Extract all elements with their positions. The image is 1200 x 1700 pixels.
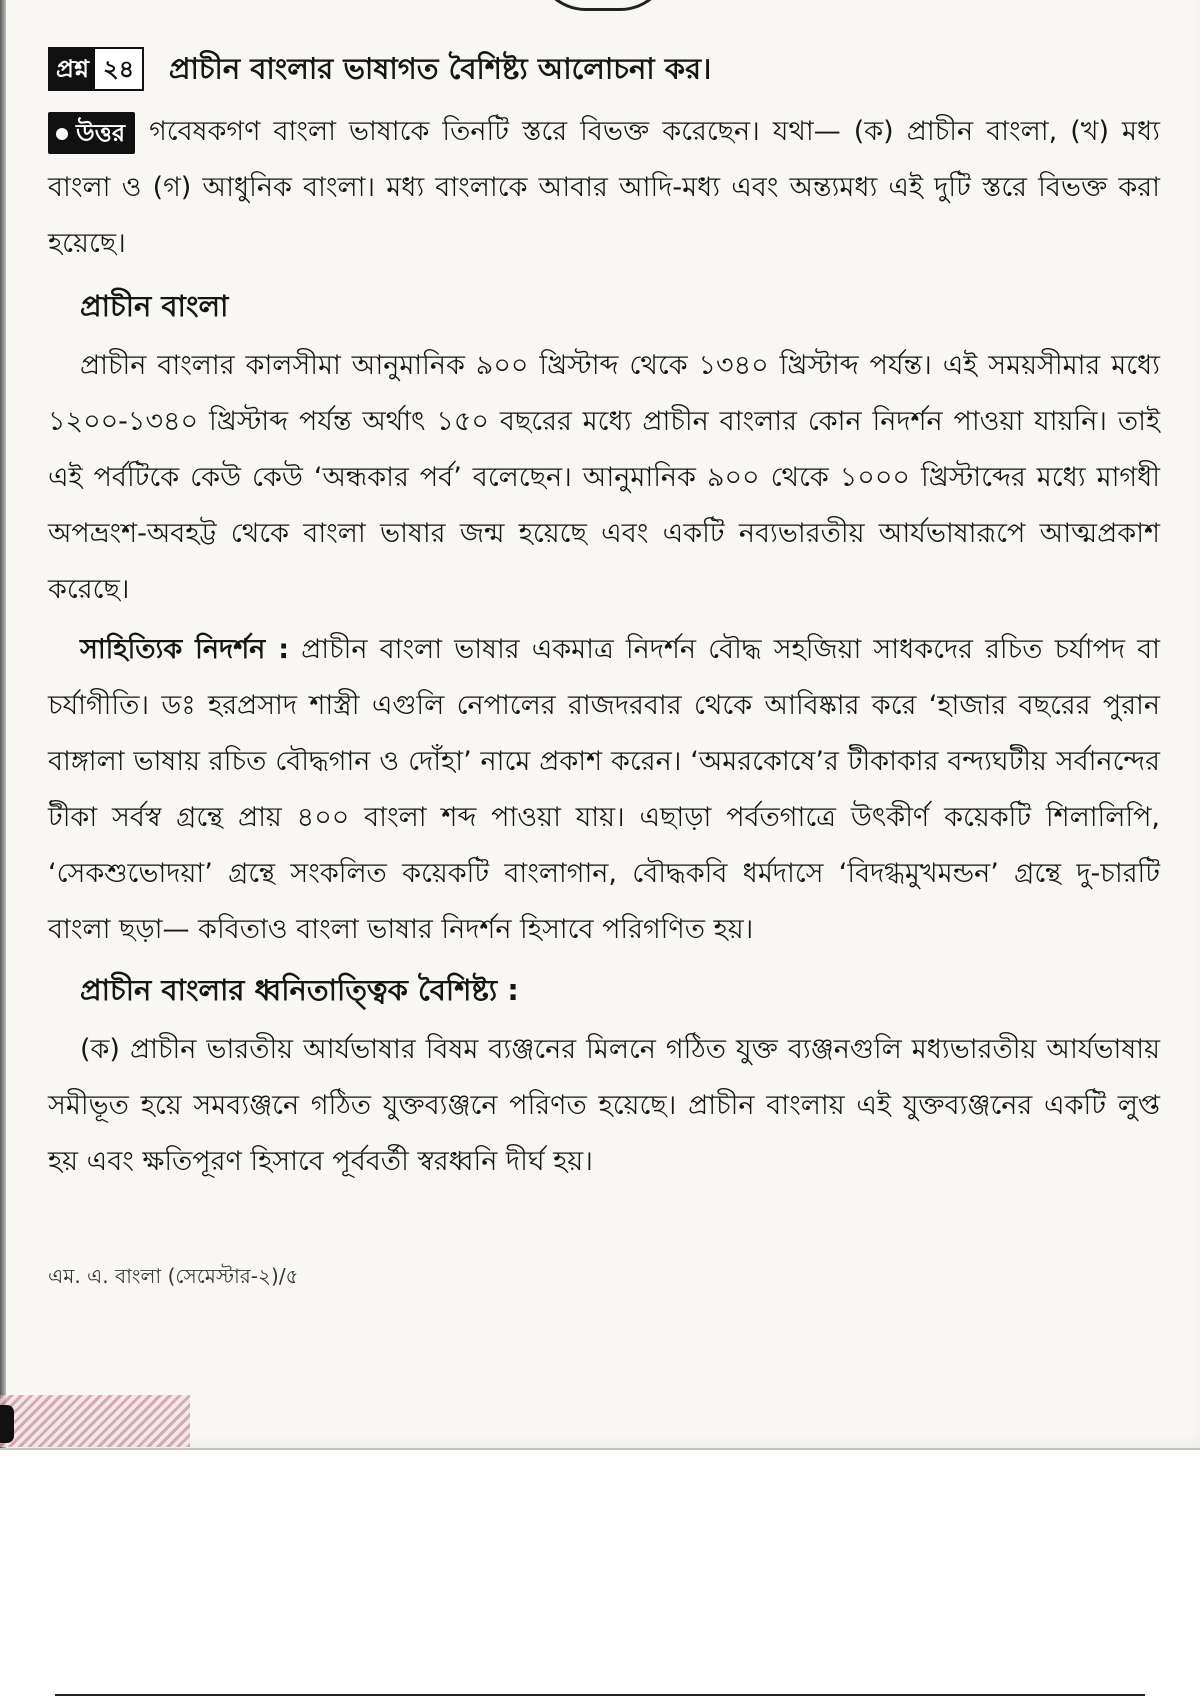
page-left-edge — [0, 0, 6, 1448]
question-number: ২৪ — [95, 49, 142, 89]
question-line — [48, 40, 1160, 100]
page-footer: এম. এ. বাংলা (সেমেস্টার-২)/৫ — [48, 1264, 299, 1288]
literary-evidence-lead: সাহিত্যিক নিদর্শন : — [80, 634, 290, 665]
corner-binding-mark — [0, 1405, 14, 1443]
question-badge — [48, 47, 144, 91]
question-label: প্রশ্ন — [50, 49, 95, 89]
answer-intro-paragraph — [48, 104, 1160, 272]
top-arc-mark — [535, 0, 671, 11]
section-heading-phonetic: প্রাচীন বাংলার ধ্বনিতাত্ত্বিক বৈশিষ্ট্য : — [80, 973, 519, 1007]
corner-stamp — [0, 1395, 190, 1447]
answer-intro-text: গবেষকগণ বাংলা ভাষাকে তিনটি স্তরে বিভক্ত করেছেন। যথা— (ক) প্রাচীন বাংলা, (খ) মধ্য বাংলা ও (গ) আধুনিক বাংলা। মধ্য বাংলাকে আবার আদি-মধ্য এবং অন্ত্যমধ্য এই দুটি স্তরে বিভক্ত করা হয়েছে। — [48, 116, 1160, 259]
bottom-divider — [55, 1694, 1145, 1696]
bullet-icon — [56, 128, 68, 140]
section-heading-old-bengali: প্রাচীন বাংলা — [80, 289, 229, 323]
question-text: প্রাচীন বাংলার ভাষাগত বৈশিষ্ট্য আলোচনা কর। — [168, 51, 712, 86]
literary-evidence-text: প্রাচীন বাংলা ভাষার একমাত্র নিদর্শন বৌদ্ধ সহজিয়া সাধকদের রচিত চর্যাপদ বা চর্যাগীতি। ডঃ হরপ্রসাদ শাস্ত্রী এগুলি নেপালের রাজদরবার থেকে আবিষ্কার করে ‘হাজার বছরের পুরান বাঙ্গালা ভাষায় রচিত বৌদ্ধগান ও দোঁহা’ নামে প্রকাশ করেন। ‘অমরকোষে’র টীকাকার বন্দ্যঘটীয় সর্বানন্দের টীকা সর্বস্ব গ্রন্থে প্রায় ৪০০ বাংলা শব্দ পাওয়া যায়। এছাড়া পর্বতগাত্রে উৎকীর্ণ কয়েকটি শিলালিপি, ‘সেকশুভোদয়া’ গ্রন্থে সংকলিত কয়েকটি বাংলাগান, বৌদ্ধকবি ধর্মদাসে ‘বিদগ্ধমুখমন্ডন’ গ্রন্থে দু-চারটি বাংলা ছড়া— কবিতাও বাংলা ভাষার নিদর্শন হিসাবে পরিগণিত হয়। — [48, 634, 1160, 945]
answer-label: উত্তর — [76, 118, 126, 147]
answer-badge — [48, 112, 135, 154]
literary-evidence-paragraph — [48, 622, 1160, 958]
phonetic-item-ka: (ক) প্রাচীন ভারতীয় আর্যভাষার বিষম ব্যঞ্জনের মিলনে গঠিত যুক্ত ব্যঞ্জনগুলি মধ্যভারতীয় আর্যভাষায় সমীভূত হয়ে সমব্যঞ্জনে গঠিত যুক্তব্যঞ্জনে পরিণত হয়েছে। প্রাচীন বাংলায় এই যুক্তব্যঞ্জনের একটি লুপ্ত হয় এবং ক্ষতিপূরণ হিসাবে পূর্ববর্তী স্বরধ্বনি দীর্ঘ হয়। — [48, 1034, 1160, 1177]
page-content — [48, 40, 1160, 1190]
old-bengali-paragraph: প্রাচীন বাংলার কালসীমা আনুমানিক ৯০০ খ্রিস্টাব্দ থেকে ১৩৪০ খ্রিস্টাব্দ পর্যন্ত। এই সময়সীমার মধ্যে ১২০০-১৩৪০ খ্রিস্টাব্দ পর্যন্ত অর্থাৎ ১৫০ বছরের মধ্যে প্রাচীন বাংলার কোন নিদর্শন পাওয়া যায়নি। তাই এই পর্বটিকে কেউ কেউ ‘অন্ধকার পর্ব’ বলেছেন। আনুমানিক ৯০০ থেকে ১০০০ খ্রিস্টাব্দের মধ্যে মাগধী অপভ্রংশ-অবহট্ট থেকে বাংলা ভাষার জন্ম হয়েছে এবং একটি নব্যভারতীয় আর্যভাষারূপে আত্মপ্রকাশ করেছে। — [48, 350, 1160, 605]
